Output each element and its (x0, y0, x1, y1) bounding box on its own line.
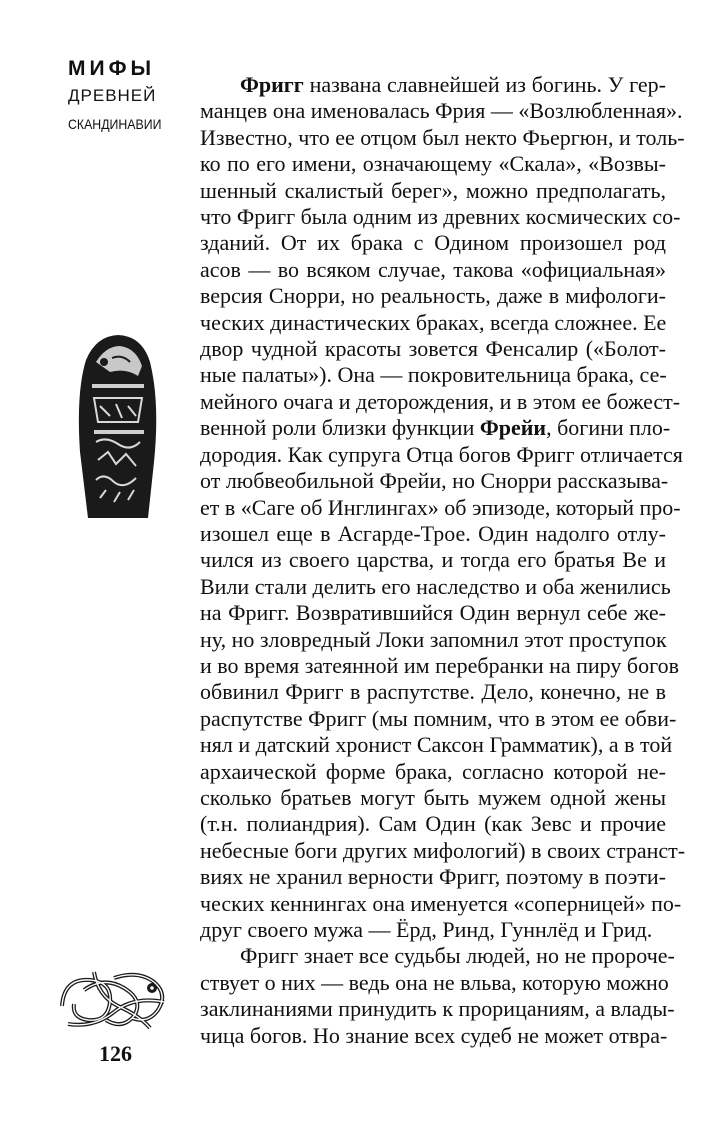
text-line: ствует о них — ведь она не вльва, которую можно (200, 969, 669, 995)
text-line: изошел еще в Асгарде-Трое. Один надолго отлу- (200, 520, 666, 546)
text-line: венной роли близки функции Фрейи, богини пло- (200, 415, 671, 441)
text-line: что Фригг была одним из древних космических со- (200, 204, 681, 230)
text-line: ные палаты»). Она — покровительница брака, се- (200, 362, 667, 388)
text-line: асов — во всяком случае, такова «официальная» (200, 256, 666, 282)
text-line: чился из своего царства, и тогда его братья Ве и (200, 547, 666, 573)
text-line: виях не хранил верности Фригг, поэтому в поэти- (200, 864, 666, 890)
text-line: Вили стали делить его наследство и оба женились (200, 573, 671, 599)
text-line: небесные боги других мифологий) в своих странст- (200, 837, 686, 863)
text-line: шенный скалистый берег», можно предполагать, (200, 177, 666, 203)
text-line: мейного очага и деторождения, и в этом ее божест- (200, 388, 681, 414)
running-header (68, 56, 178, 135)
text-line: манцев она именовалась Фрия — «Возлюбленная». (200, 98, 683, 124)
text-line: зданий. От их брака с Одином произошел род (200, 230, 666, 256)
text-line: заклинаниями принудить к прорицаниям, а влады- (200, 996, 675, 1022)
text-line: и во время затеянной им перебранки на пиру богов (200, 652, 679, 678)
text-line: ет в «Саге об Инглингах» об эпизоде, который про- (200, 494, 681, 520)
series-title-line3: СКАНДИНАВИИ (68, 116, 162, 132)
text-line: обвинил Фригг в распутстве. Дело, конечно, не в (200, 679, 666, 705)
page-number: 126 (99, 1041, 132, 1066)
text-line: ну, но зловредный Локи запомнил этот проступок (200, 626, 667, 652)
knotwork-ornament-icon (54, 966, 174, 1032)
text-line: чица богов. Но знание всех судеб не может отвра- (200, 1022, 668, 1048)
text-line: друг своего мужа — Ёрд, Ринд, Гуннлёд и Грид. (200, 917, 653, 942)
text-line: Фригг знает все судьбы людей, но не пророче- (240, 943, 675, 969)
series-title-line2: ДРЕВНЕЙ (68, 86, 157, 105)
text-line: ко по его имени, означающему «Скала», «Возвы- (200, 151, 666, 177)
text-line: ческих кеннингах она именуется «соперницей» по- (200, 890, 682, 916)
series-title-line1: МИФЫ (68, 57, 156, 80)
text-line: Фригг названа славнейшей из богинь. У гер- (240, 72, 666, 97)
text-column (200, 72, 686, 1049)
runestone-icon (66, 332, 166, 520)
text-line: двор чудной красоты зовется Фенсалир («Болот- (200, 336, 666, 362)
text-line: на Фригг. Возвратившийся Один вернул себе же- (200, 600, 666, 626)
text-line: сколько братьев могут быть мужем одной жены (200, 784, 666, 810)
text-line: от любвеобильной Фрейи, но Снорри рассказыва- (200, 468, 669, 494)
text-line: архаической форме брака, согласно которой не- (200, 758, 666, 784)
term-freyja: Фрейи (479, 415, 547, 441)
text-line: дородия. Как супруга Отца богов Фригг отличается (200, 441, 683, 467)
text-line: Известно, что ее отцом был некто Фьергюн, и толь- (200, 124, 685, 150)
text-line: версия Снорри, но реальность, даже в мифологи- (200, 283, 666, 309)
text-line: распутстве Фригг (мы помним, что в этом ее обви- (200, 705, 677, 731)
text-line: ческих династических браках, всегда сложнее. Ее (200, 309, 667, 335)
text-line: (т.н. полиандрия). Сам Один (как Зевс и прочие (200, 811, 666, 837)
term-frigg: Фригг (240, 72, 304, 97)
text-line: нял и датский хронист Саксон Грамматик), а в той (200, 732, 673, 758)
